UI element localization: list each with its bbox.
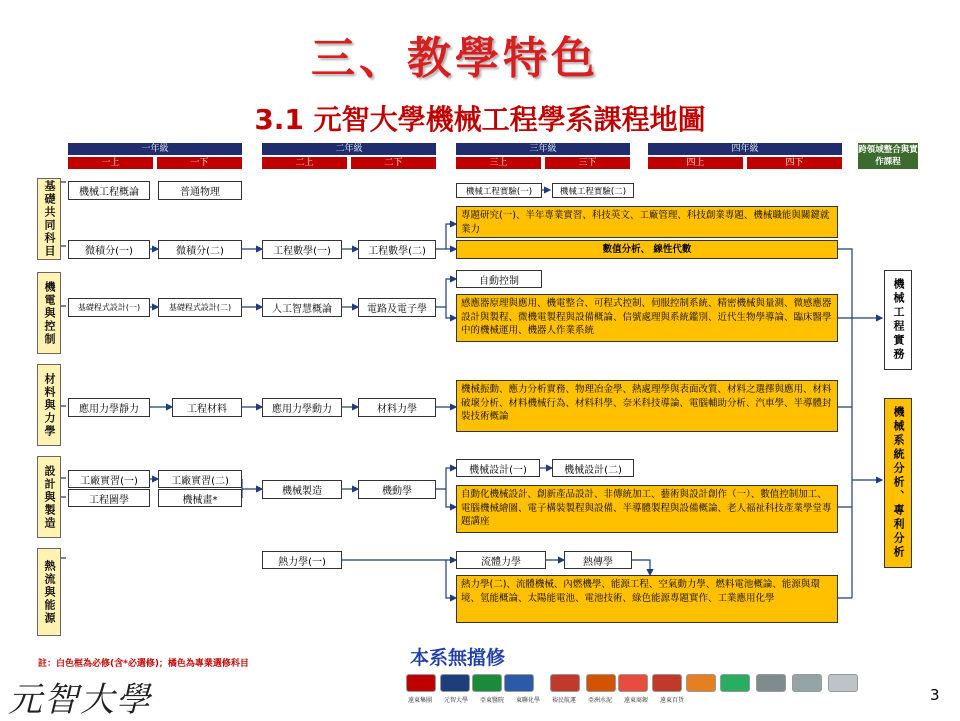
sponsor-logo-icon	[472, 674, 502, 692]
sponsor-logo-icon	[720, 674, 750, 692]
page-number: 3	[930, 686, 940, 704]
course-circuits: 電路及電子學	[358, 298, 436, 317]
page-title: 三、教學特色	[311, 33, 599, 84]
semester-3-2: 三下	[545, 157, 630, 169]
cross-domain-header: 跨領域整合與實作課程	[858, 145, 918, 167]
no-prerequisite-note: 本系無擋修	[410, 647, 506, 669]
sponsor-logo-icon	[652, 674, 682, 692]
course-fluid-mech: 流體力學	[456, 551, 546, 569]
course-lab-2: 機械工程實驗(二)	[552, 183, 634, 198]
course-design-2: 機械設計(二)	[552, 459, 634, 477]
course-programming-2: 基礎程式設計(二)	[158, 298, 242, 317]
sponsor-logo-icon	[618, 674, 648, 692]
outcome-mech-practice: 機械工程實務	[884, 270, 912, 370]
semester-4-2: 四下	[747, 157, 842, 169]
course-design-1: 機械設計(一)	[456, 459, 540, 477]
semester-1-2: 一下	[157, 157, 242, 169]
course-kinematics: 機動學	[358, 480, 436, 499]
university-logo: 元智大學	[8, 680, 152, 720]
course-thermo-1: 熱力學(一)	[262, 551, 342, 569]
course-programming-1: 基礎程式設計(一)	[68, 298, 150, 317]
course-mech-drawing: 機械畫*	[158, 489, 242, 507]
course-ai-intro: 人工智慧概論	[262, 298, 342, 317]
semester-2-2: 二下	[351, 157, 436, 169]
sponsor-label: 遠東集團	[407, 697, 432, 704]
course-mat-mechanics: 材料力學	[358, 398, 436, 417]
outcome-system-patent: 機械系統分析、專利分析	[884, 398, 912, 568]
course-statics: 應用力學靜力	[68, 398, 150, 417]
sponsor-logo-icon	[406, 674, 436, 692]
sponsor-label: 遠東商銀	[623, 697, 648, 704]
course-calculus-1: 微積分(一)	[68, 240, 150, 259]
course-eng-materials: 工程材料	[172, 398, 242, 417]
category-mechatronics: 機電與控制	[37, 272, 61, 354]
sponsor-label: 元智大學	[443, 697, 468, 704]
elective-thermal: 熱力學(二)、流體機械、內燃機學、能源工程、空氣動力學、燃料電池概論、能源與環境、氫能概論、太陽能電池、電池技術、綠色能源專題實作、工業應用化學	[456, 575, 838, 623]
course-eng-math-1: 工程數學(一)	[262, 240, 342, 259]
course-workshop-1: 工廠實習(一)	[68, 470, 150, 488]
semester-4-1: 四上	[648, 157, 743, 169]
sponsor-label: 亞東醫院	[479, 697, 504, 704]
sponsor-label: 東聯化學	[515, 697, 540, 704]
sponsor-logo-icon	[550, 674, 580, 692]
year-3-header: 三年級	[456, 143, 630, 155]
sponsor-logo-icon	[756, 674, 786, 692]
course-manufacturing: 機械製造	[262, 480, 342, 499]
sponsor-logo-icon	[828, 674, 858, 692]
legend-note: 註：白色框為必修(含*必選修)；橘色為專業選修科目	[38, 659, 249, 669]
category-thermal-fluid-energy: 熱流與能源	[37, 548, 61, 636]
sponsor-logo-icon	[440, 674, 470, 692]
sponsor-logo-icon	[686, 674, 716, 692]
year-2-header: 二年級	[262, 143, 436, 155]
category-foundation: 基礎共同科目	[37, 178, 61, 260]
year-4-header: 四年級	[648, 143, 842, 155]
course-physics: 普通物理	[158, 181, 242, 200]
elective-materials: 機械振動、應力分析實務、物理冶金學、熱處理學與表面改質、材料之選擇與應用、材料破壞分析、材料機械行為、材料科學、奈米科技導論、電腦輔助分析、汽車學、半導體封裝技術概論	[456, 380, 838, 432]
semester-2-1: 二上	[262, 157, 347, 169]
sponsor-label: 裕民航運	[551, 697, 576, 704]
sponsor-label: 亞洲水泥	[587, 697, 612, 704]
semester-3-1: 三上	[456, 157, 541, 169]
category-materials-mechanics: 材料與力學	[37, 364, 61, 446]
year-1-header: 一年級	[68, 143, 242, 155]
course-auto-control: 自動控制	[456, 270, 542, 288]
semester-1-1: 一上	[68, 157, 153, 169]
sponsor-logo-icon	[504, 674, 534, 692]
course-mech-intro: 機械工程概論	[68, 181, 150, 200]
category-design-manufacturing: 設計與製造	[37, 456, 61, 538]
course-heat-transfer: 熱傳學	[564, 551, 632, 569]
elective-design: 自動化機械設計、創新產品設計、非傳統加工、藝術與設計創作（一）、數值控制加工、電腦機械繪圖、電子構裝製程與設備、半導體製程與設備概論、老人福祉科技產業學堂專題講座	[456, 485, 838, 533]
course-calculus-2: 微積分(二)	[158, 240, 242, 259]
sponsor-label: 遠東百貨	[659, 697, 684, 704]
page-subtitle: 3.1 元智大學機械工程學系課程地圖	[254, 103, 706, 136]
elective-mechatronics: 感應器原理與應用、機電整合、可程式控制、伺服控制系統、精密機械與量測、微感應器設計與製程、微機電製程與設備概論、信號處理與系統鑑別、近代生物學導論、臨床醫學中的機械運用、機器人作業系統	[456, 294, 838, 342]
course-dynamics: 應用力學動力	[262, 398, 342, 417]
sponsor-logo-icon	[792, 674, 822, 692]
course-eng-graphics: 工程圖學	[68, 489, 150, 507]
elective-numeric-linear: 數值分析、 線性代數	[456, 240, 838, 259]
course-eng-math-2: 工程數學(二)	[358, 240, 436, 259]
sponsor-logo-icon	[586, 674, 616, 692]
course-workshop-2: 工廠實習(二)	[158, 470, 242, 488]
sponsor-logos	[400, 672, 922, 706]
elective-special-topics: 專題研究(一)、半年專業實習、科技英文、工廠管理、科技創業專題、機械職能與關鍵就業力	[456, 206, 838, 238]
course-lab-1: 機械工程實驗(一)	[456, 183, 542, 198]
